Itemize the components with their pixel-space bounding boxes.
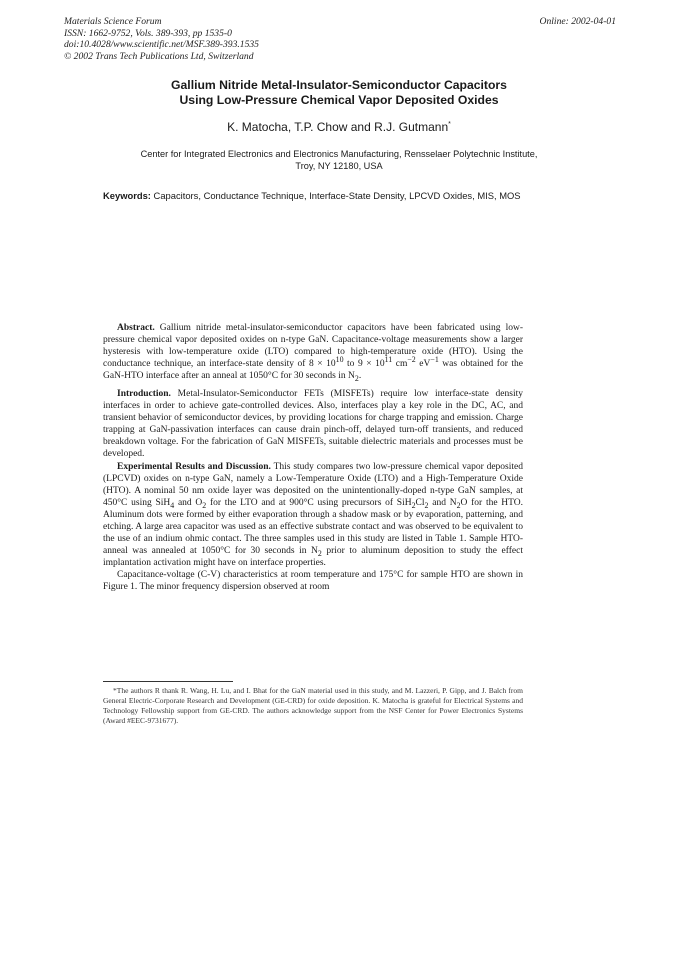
subscript: 2 [411, 500, 416, 510]
affiliation [90, 148, 588, 172]
exponent: 11 [384, 354, 393, 364]
issn-line: ISSN: 1662-9752, Vols. 389-393, pp 1535-0 [64, 27, 232, 39]
exponent: −1 [430, 354, 439, 364]
experimental-text: and O [174, 497, 203, 508]
introduction-text: Metal-Insulator-Semiconductor FETs (MISFETs) require low interface-state density interfaces in order to achieve gate-controlled devices. Also, interfaces play a key role in the DC, AC, and transient behavior of semiconductor devices, by providing locations for charge trapping and emission. Charge trapping at GaN-passivation interfaces can cause drain pinch-off, delayed turn-off transients, and reduced breakdown voltage. For the fabrication of GaN MISFETs, suitable dielectric materials and processes must be developed. [103, 389, 523, 460]
introduction-heading: Introduction. [117, 389, 171, 400]
journal-name: Materials Science Forum [64, 16, 162, 27]
abstract-text: eV [415, 359, 431, 370]
main-text [103, 322, 523, 593]
subscript: 2 [424, 500, 429, 510]
keywords-text: Capacitors, Conductance Technique, Interface-State Density, LPCVD Oxides, MIS, MOS [153, 190, 521, 201]
exponent: −2 [407, 354, 416, 364]
experimental-text: and N [428, 497, 457, 508]
abstract-text: . [358, 371, 362, 382]
author-list [0, 120, 678, 134]
subscript: 2 [317, 548, 322, 558]
experimental-paragraph [103, 461, 523, 569]
keywords-label: Keywords: [103, 190, 151, 201]
author-names: K. Matocha, T.P. Chow and R.J. Gutmann [227, 120, 449, 134]
title-line-2: Using Low-Pressure Chemical Vapor Deposited Oxides [179, 92, 499, 107]
cv-paragraph: Capacitance-voltage (C-V) characteristics at room temperature and 175°C for sample HTO are shown in Figure 1. The minor frequency dispersion observed at room [103, 569, 523, 592]
experimental-heading: Experimental Results and Discussion. [117, 461, 271, 472]
subscript: 4 [170, 500, 175, 510]
doi-line[interactable]: doi:10.4028/www.scientific.net/MSF.389-393.1535 [64, 39, 259, 50]
footnote-rule [103, 681, 233, 682]
subscript: 2 [456, 500, 461, 510]
subscript: 2 [354, 374, 359, 384]
abstract-text: to 9 × 10 [343, 359, 385, 370]
introduction-paragraph [103, 388, 523, 460]
affiliation-line-2: Troy, NY 12180, USA [295, 161, 383, 171]
footnote [103, 686, 523, 726]
abstract-heading: Abstract. [117, 323, 155, 333]
keywords [103, 190, 543, 202]
experimental-text: for the LTO and at 900°C using precursors of SiH [206, 497, 412, 508]
footnote-text: *The authors R thank R. Wang, H. Lu, and I. Bhat for the GaN material used in this study, and M. Lazzeri, P. Gipp, and J. Balch from General Electric-Corporate Research and Development (GE-CRD) for oxide deposition. K. Matocha is grateful for Electrical Systems and Technology Fellowship support from GE-CRD. The authors acknowledge support from the NSF Center for Power Electronics Systems (Award #EEC-9731677). [103, 686, 523, 725]
experimental-text: Cl [415, 497, 425, 508]
experimental-text: O for the HTO. Aluminum dots were formed by either evaporation through a shadow mask or by evaporation, patterning, and etching. A large area capacitor was used as an effective substrate contact and was observed to be equivalent to the use of an indium ohmic contact. The three samples used in this study are listed in Table 1. Sample HTO-anneal was annealed at 1050°C for 30 seconds in N [103, 497, 524, 556]
abstract-text: Gallium nitride metal-insulator-semiconductor capacitors have been fabricated using low-pressure chemical vapor deposited oxides on n-type GaN. Capacitance-voltage measurements show a larger hysteresis with low-temperature oxide (LTO) compared to high-temperature oxide (HTO). Using the conductance technique, an interface-state density of 8 × 10 [103, 323, 523, 370]
copyright-line: © 2002 Trans Tech Publications Ltd, Switzerland [64, 50, 254, 62]
abstract-text: was obtained for the GaN-HTO interface after an anneal at 1050°C for 30 seconds in N [103, 359, 524, 382]
publication-info [64, 16, 616, 62]
footnote-marker: * [448, 121, 451, 128]
subscript: 2 [202, 500, 207, 510]
exponent: 10 [335, 354, 344, 364]
experimental-text: prior to aluminum deposition to study the effect implantation activation might have on interface properties. [103, 545, 523, 568]
abstract-text: cm [392, 359, 408, 370]
page-header [64, 16, 616, 62]
abstract-paragraph [103, 322, 523, 382]
online-date: Online: 2002-04-01 [539, 16, 616, 27]
affiliation-line-1: Center for Integrated Electronics and Electronics Manufacturing, Rensselaer Polytechnic Institute, [140, 149, 538, 159]
experimental-text: This study compares two low-pressure chemical vapor deposited (LPCVD) oxides on n-type GaN, namely a Low-Temperature Oxide (LTO) and a High-Temperature Oxide (HTO). A nominal 50 nm oxide layer was deposited on the unintentionally-doped n-type GaN samples, at 450°C using SiH [103, 461, 523, 508]
paper-title [0, 78, 678, 107]
title-line-1: Gallium Nitride Metal-Insulator-Semiconductor Capacitors [171, 78, 507, 92]
